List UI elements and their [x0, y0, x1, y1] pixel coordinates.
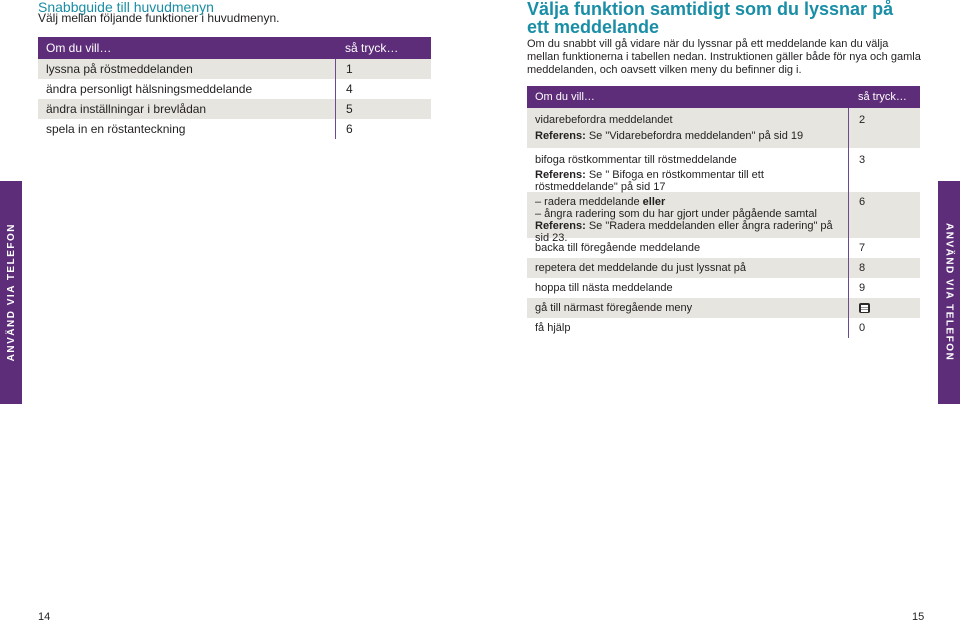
- row-key: 6: [848, 192, 920, 238]
- row-key: [848, 298, 920, 318]
- row-action: spela in en röstanteckning: [46, 122, 186, 136]
- row-key: 4: [335, 79, 431, 99]
- reference-label: Referens:: [535, 220, 586, 232]
- table-row: [38, 119, 431, 139]
- row-action-text: vidarebefordra meddelandet: [535, 114, 673, 126]
- row-action: lyssna på röstmeddelanden: [46, 62, 193, 76]
- table-row: [527, 298, 920, 318]
- header-col-action: Om du vill…: [535, 91, 595, 103]
- row-key: 7: [848, 238, 920, 258]
- table-row: [527, 192, 920, 244]
- page-number-right: 15: [912, 611, 925, 623]
- table-row: [527, 318, 920, 338]
- table-header: [38, 37, 431, 59]
- header-col-action: Om du vill…: [46, 41, 112, 55]
- row-action: [527, 148, 848, 192]
- row-key: 8: [848, 258, 920, 278]
- reference-label: Referens:: [535, 169, 586, 181]
- reference-text: Se "Radera meddelanden eller ångra radering" på sid 23.: [535, 220, 833, 244]
- side-tab-label: ANVÄND VIA TELEFON: [943, 223, 955, 362]
- table-row: [527, 278, 920, 298]
- table-row: [38, 59, 431, 79]
- row-action: [527, 108, 848, 148]
- row-action: ändra personligt hälsningsmeddelande: [46, 82, 253, 96]
- header-col-key: så tryck…: [858, 91, 907, 103]
- row-action: backa till föregående meddelande: [535, 242, 701, 254]
- table-row: [38, 79, 431, 99]
- reference-text: Se " Bifoga en röstkommentar till ett röstmeddelande" på sid 17: [535, 169, 764, 193]
- row-reference: [535, 130, 848, 143]
- row-action: gå till närmast föregående meny: [535, 302, 693, 314]
- row-action: få hjälp: [535, 322, 571, 334]
- row-key: 5: [335, 99, 431, 119]
- row-key: 9: [848, 278, 920, 298]
- side-tab-right: [938, 181, 960, 404]
- left-page-title: Snabbguide till huvudmenyn: [38, 0, 214, 15]
- table-row: [38, 99, 431, 119]
- row-action-prefix: – radera meddelande: [535, 196, 640, 208]
- right-page-title: Välja funktion samtidigt som du lyssnar på ett meddelande: [527, 0, 894, 37]
- row-key: 3: [848, 148, 920, 192]
- side-tab-left: [0, 181, 22, 404]
- row-key: 0: [848, 318, 920, 338]
- page-number-left: 14: [38, 611, 51, 623]
- row-action-text: [535, 196, 848, 208]
- row-key: 6: [335, 119, 431, 139]
- header-col-key: så tryck…: [345, 41, 399, 55]
- table-row: [527, 258, 920, 278]
- main-menu-table: [38, 37, 431, 139]
- table-row: [527, 148, 920, 192]
- row-action-text-2: – ångra radering som du har gjort under pågående samtal: [535, 208, 817, 220]
- row-action: repetera det meddelande du just lyssnat på: [535, 262, 746, 274]
- row-key: 2: [848, 108, 920, 148]
- right-page-intro: Om du snabbt vill gå vidare när du lyssnar på ett meddelande kan du välja mellan funktionerna i tabellen nedan. Instruktionen gäller både för nya och gamla meddelanden, och oavsett vilken meny du befinner dig i.: [527, 38, 921, 76]
- left-page-subtitle: Välj mellan följande funktioner i huvudmenyn.: [38, 11, 280, 25]
- side-tab-label: ANVÄND VIA TELEFON: [5, 223, 17, 362]
- row-action: ändra inställningar i brevlådan: [46, 102, 207, 116]
- row-key: 1: [335, 59, 431, 79]
- row-action-text: bifoga röstkommentar till röstmeddelande: [535, 154, 737, 166]
- row-action: [527, 192, 848, 244]
- row-action: hoppa till nästa meddelande: [535, 282, 673, 294]
- reference-label: Referens:: [535, 130, 586, 142]
- table-header: [527, 86, 920, 108]
- menu-key-icon: [859, 303, 870, 313]
- row-action-emphasis: eller: [642, 196, 666, 208]
- playback-function-table: [527, 86, 920, 338]
- table-row: [527, 238, 920, 258]
- row-reference: [535, 169, 848, 193]
- reference-text: Se "Vidarebefordra meddelanden" på sid 19: [588, 130, 804, 142]
- table-row: [527, 108, 920, 148]
